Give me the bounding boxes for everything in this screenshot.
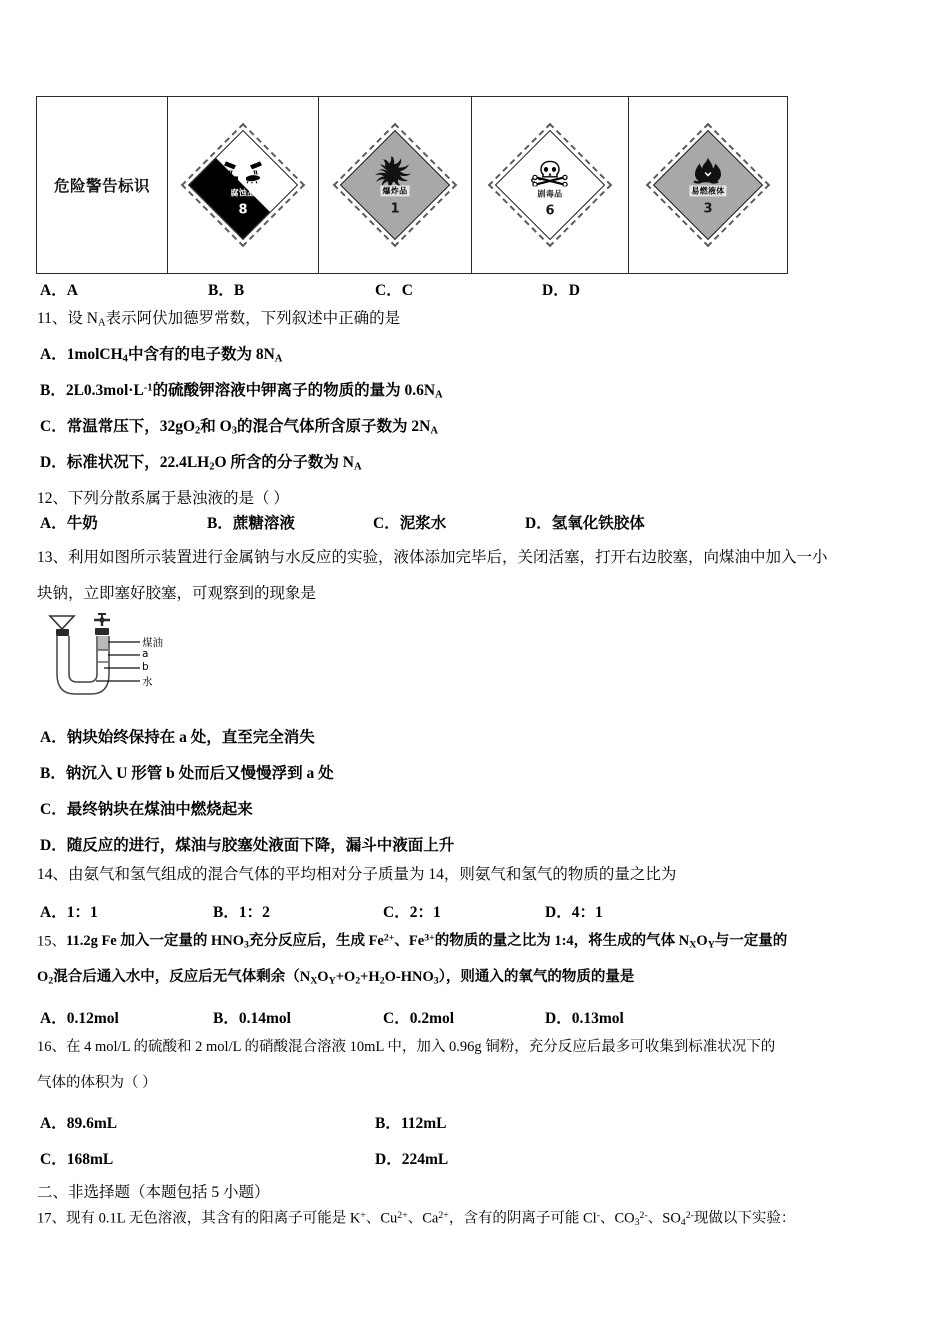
q15-option-a[interactable]: A．0.12mol — [40, 1010, 119, 1027]
q11-option-c-t1: 常温常压下，32gO — [66, 418, 196, 435]
q15-option-b[interactable]: B．0.14mol — [213, 1010, 291, 1027]
q10-option-b[interactable]: B．B — [208, 282, 245, 299]
q16-stem-line2: 气体的体积为（ ） — [37, 1075, 157, 1091]
q10-option-d[interactable]: D．D — [542, 282, 580, 299]
q11-option-b-marker: B． — [40, 382, 66, 399]
q13-option-b[interactable]: B．钠沉入 U 形管 b 处而后又慢慢浮到 a 处 — [40, 765, 334, 782]
q14-option-c[interactable]: C．2：1 — [383, 904, 441, 921]
q11-option-c-t3: 的混合气体所含原子数为 2N — [236, 418, 431, 435]
q15-stem-line1: 15、11.2g Fe 加入一定量的 $HNO_3$充分反应后，生成 $Fe^{2+}$、$Fe^{3+}$的物质的量之比为 1:4，将生成的气体 $N_XO_Y$与一定量的 — [37, 933, 788, 951]
q15-stem-line2: $O_2$混合后通入水中，反应后无气体剩余$(N_XO_Y+O_2+H_2O-HNO_3)$，则通入的氧气的物质的量是 — [37, 969, 635, 987]
q12-option-a[interactable]: A．牛奶 — [40, 515, 98, 532]
symbol-name-label: 爆炸品 — [382, 186, 408, 196]
q12-option-c[interactable]: C．泥浆水 — [373, 515, 447, 532]
diamond-shape — [495, 130, 605, 240]
q12-stem: 12、下列分散系属于悬浊液的是（ ） — [37, 490, 289, 507]
q11-option-c-t2: 和 O — [200, 418, 232, 435]
q11-option-d-t2: O 所含的分子数为 N — [214, 454, 355, 471]
flammable-liquid-symbol — [644, 121, 772, 249]
q11-stem-sub: A — [98, 317, 106, 329]
q14-option-a[interactable]: A．1：1 — [40, 904, 98, 921]
symbol-class-number: 6 — [545, 203, 555, 219]
q14-stem: 14、由氨气和氢气组成的混合气体的平均相对分子质量为 14，则氨气和氢气的物质的量之比为 — [37, 866, 677, 883]
flame-icon — [690, 157, 726, 185]
hazard-label-text: 危险警告标识 — [53, 177, 150, 195]
symbol-class-number: 3 — [703, 201, 713, 217]
q11-stem-post: 表示阿伏加德罗常数，下列叙述中正确的是 — [105, 310, 401, 327]
diamond-shape — [653, 130, 763, 240]
q11-option-b-t2: 的硫酸钾溶液中钾离子的物质的量为 0.6N — [152, 382, 436, 399]
skull-crossbones-icon — [530, 160, 570, 186]
hazard-cell-explosive — [319, 97, 472, 274]
u-tube-apparatus-figure — [44, 612, 184, 704]
q11-stem — [37, 310, 400, 329]
hazard-cell-corrosive — [168, 97, 319, 274]
q16-option-a[interactable]: A．89.6mL — [40, 1115, 118, 1132]
hazard-warning-table — [36, 96, 788, 274]
q11-option-c-s3: A — [430, 425, 438, 437]
left-stopper — [56, 629, 69, 636]
q10-option-c[interactable]: C．C — [375, 282, 413, 299]
q12-option-d[interactable]: D．氢氧化铁胶体 — [525, 515, 645, 532]
q11-stem-pre: 11、设 N — [37, 310, 98, 327]
q11-option-d-s2: A — [354, 461, 362, 473]
q13-stem-line1: 13、利用如图所示装置进行金属钠与水反应的实验，液体添加完毕后，关闭活塞，打开右边胶塞，向煤油中加入一小 — [37, 549, 828, 566]
explosive-symbol — [331, 121, 459, 249]
label-point-b: b — [142, 661, 149, 673]
q11-option-b-t1: 2L0.3mol·L — [65, 382, 144, 399]
q13-option-a[interactable]: A．钠块始终保持在 a 处，直至完全消失 — [40, 729, 315, 746]
symbol-name-label: 易燃液体 — [691, 186, 725, 196]
q16-option-b[interactable]: B．112mL — [375, 1115, 447, 1132]
q13-stem-line2: 块钠，立即塞好胶塞，可观察到的现象是 — [37, 585, 317, 602]
q11-option-c-s2: 3 — [231, 425, 237, 437]
diamond-shape — [188, 130, 298, 240]
q11-option-a-marker: A． — [40, 346, 67, 363]
u-tube-diagram-svg — [44, 612, 184, 704]
q11-option-a-s2: A — [274, 353, 283, 365]
q11-option-b[interactable] — [40, 382, 443, 401]
q14-option-d[interactable]: D．4：1 — [545, 904, 603, 921]
hazard-cell-flammable-liquid — [629, 97, 788, 274]
label-kerosene: 煤油 — [142, 637, 163, 649]
q16-stem-line1: 16、在 4 mol/L 的硫酸和 2 mol/L 的硝酸混合溶液 10mL 中，加入 0.96g 铜粉，充分反应后最多可收集到标准状况下的 — [37, 1039, 776, 1055]
q17-stem: 17、现有 0.1L 无色溶液，其含有的阳离子可能是 K+、$Cu^{2+}$、$Ca^{2+}$，含有的阴离子可能 Cl-、$CO_3^{2-}$、$SO_4^{2-}$现做以下实验： — [37, 1210, 796, 1228]
symbol-class-number: 1 — [390, 201, 400, 217]
label-water: 水 — [142, 676, 153, 688]
q11-option-d-s1: 2 — [209, 461, 215, 473]
toxic-symbol — [486, 121, 614, 249]
hazard-cell-toxic — [472, 97, 629, 274]
q16-option-c[interactable]: C．168mL — [40, 1151, 114, 1168]
q12-option-b[interactable]: B．蔗糖溶液 — [207, 515, 295, 532]
q11-option-a-s1: 4 — [122, 353, 128, 365]
funnel-icon — [50, 616, 74, 629]
corrosive-symbol — [179, 121, 307, 249]
corrosive-icon — [220, 159, 266, 183]
q13-option-c[interactable]: C．最终钠块在煤油中燃烧起来 — [40, 801, 253, 818]
explosive-icon — [371, 156, 419, 186]
q11-option-a-t1: 1molCH — [66, 346, 123, 363]
q11-option-b-s2: A — [435, 389, 443, 401]
q11-option-d[interactable] — [40, 454, 362, 473]
diamond-shape — [340, 130, 450, 240]
q14-option-b[interactable]: B．1：2 — [213, 904, 270, 921]
symbol-name-label: 剧毒品 — [537, 189, 563, 199]
q11-option-a[interactable] — [40, 346, 282, 365]
q11-option-c-s1: 2 — [195, 425, 201, 437]
q11-option-a-t2: 中含有的电子数为 8N — [127, 346, 275, 363]
table-row — [37, 97, 788, 274]
q11-option-d-t1: 标准状况下，22.4LH — [66, 454, 210, 471]
hazard-table-row-label — [37, 97, 168, 274]
q11-option-b-sup1: -1 — [143, 382, 153, 394]
q10-option-a[interactable]: A．A — [40, 282, 78, 299]
symbol-class-number: 8 — [238, 202, 248, 218]
q13-option-d[interactable]: D．随反应的进行，煤油与胶塞处液面下降，漏斗中液面上升 — [40, 837, 455, 854]
q11-option-d-marker: D． — [40, 454, 67, 471]
q16-option-d[interactable]: D．224mL — [375, 1151, 449, 1168]
q11-option-c[interactable] — [40, 418, 438, 437]
section2-heading: 二、非选择题（本题包括 5 小题） — [37, 1184, 270, 1201]
q15-option-d[interactable]: D．0.13mol — [545, 1010, 624, 1027]
right-stopper — [95, 628, 109, 635]
q15-option-c[interactable]: C．0.2mol — [383, 1010, 455, 1027]
label-point-a: a — [142, 648, 149, 660]
symbol-name-label: 腐蚀品 — [230, 188, 256, 198]
q11-option-c-marker: C． — [40, 418, 67, 435]
